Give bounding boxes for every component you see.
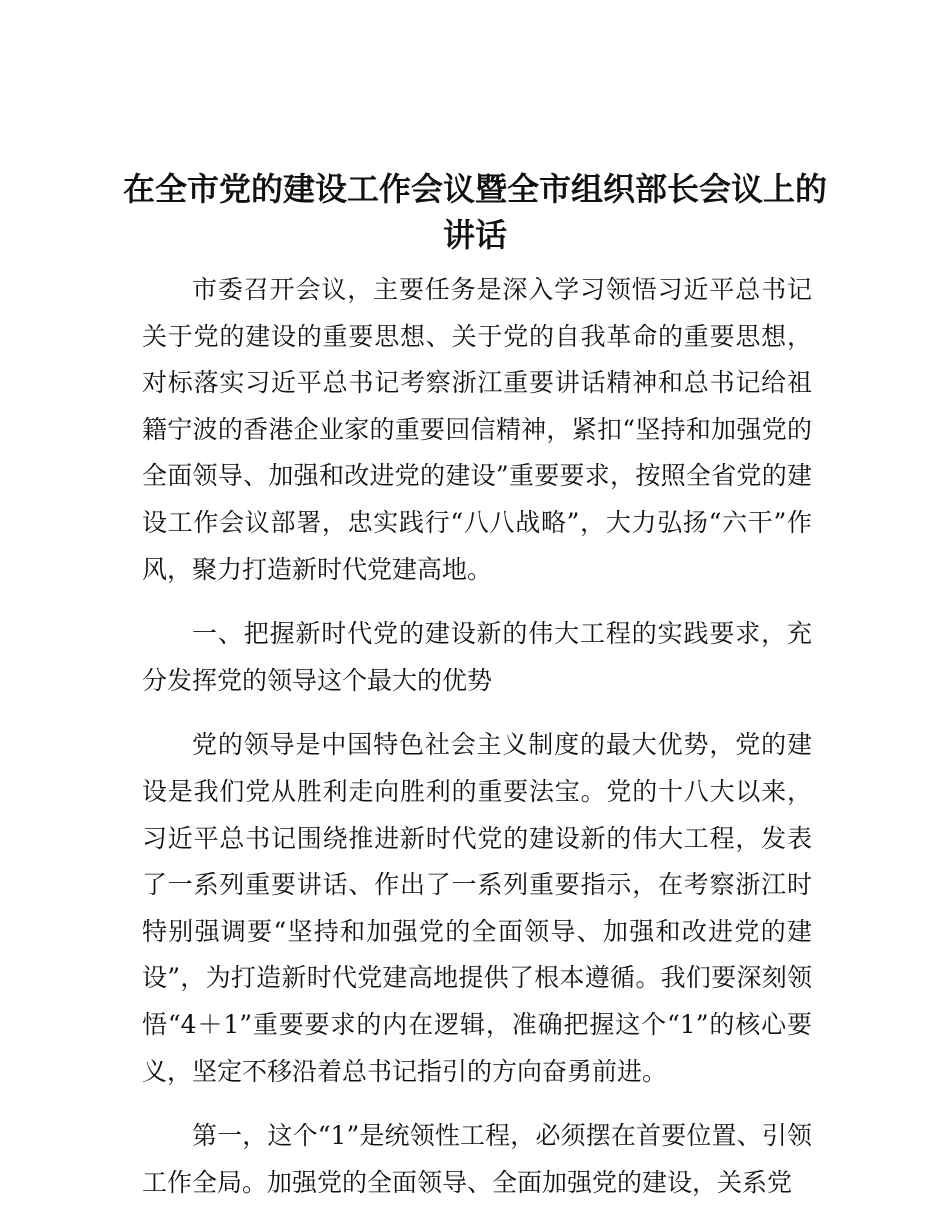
paragraph-first-point: 第一，这个“1”是统领性工程，必须摆在首要位置、引领工作全局。加强党的全面领导、全面加强党的建设，关系党 — [142, 1121, 812, 1197]
document-body — [142, 267, 812, 1224]
document-title: 在全市党的建设工作会议暨全市组织部长会议上的讲话 — [122, 170, 827, 254]
paragraph-party-leadership: 党的领导是中国特色社会主义制度的最大优势，党的建设是我们党从胜利走向胜利的重要法宝。党的十八大以来，习近平总书记围绕推进新时代党的建设新的伟大工程，发表了一系列重要讲话、作出了一系列重要指示，在考察浙江时特别强调要“坚持和加强党的全面领导、加强和改进党的建设”，为打造新时代党建高地提供了根本遵循。我们要深刻领悟“4＋1”重要要求的内在逻辑，准确把握这个“1”的核心要义，坚定不移沿着总书记指引的方向奋勇前进。 — [142, 730, 812, 1086]
paragraph-intro: 市委召开会议，主要任务是深入学习领悟习近平总书记关于党的建设的重要思想、关于党的自我革命的重要思想，对标落实习近平总书记考察浙江重要讲话精神和总书记给祖籍宁波的香港企业家的重要回信精神，紧扣“坚持和加强党的全面领导、加强和改进党的建设”重要要求，按照全省党的建设工作会议部署，忠实践行“八八战略”，大力弘扬“六干”作风，聚力打造新时代党建高地。 — [142, 275, 812, 584]
section-heading-1: 一、把握新时代党的建设新的伟大工程的实践要求，充分发挥党的领导这个最大的优势 — [142, 619, 812, 695]
